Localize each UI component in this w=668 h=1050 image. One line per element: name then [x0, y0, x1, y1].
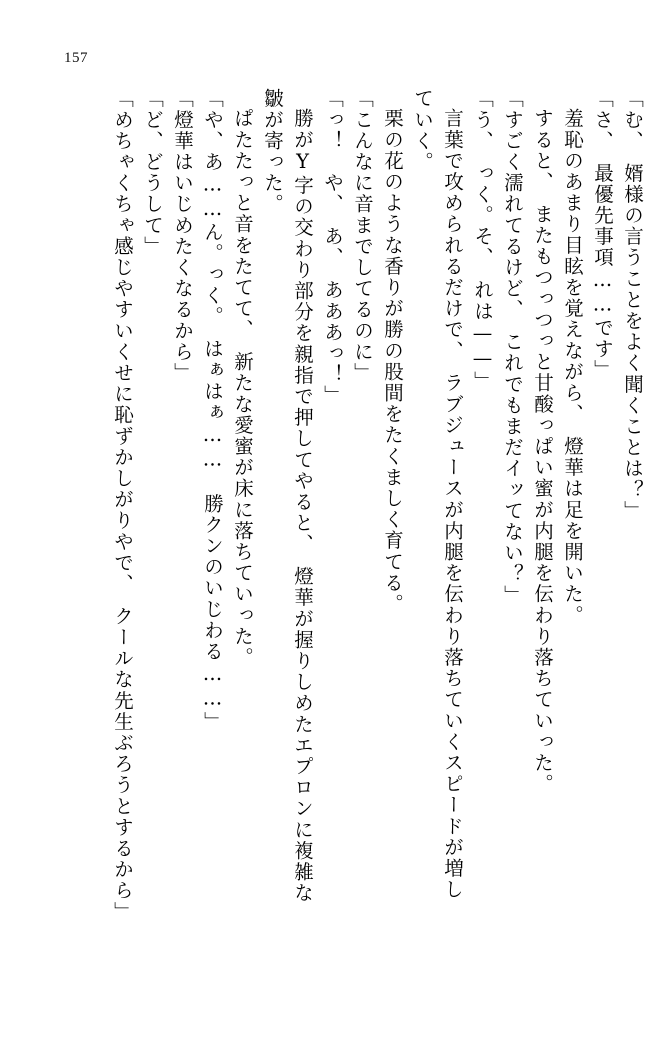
- text-line: 「すごく濡れてるけど、 これでもまだイッてない？」: [501, 88, 524, 606]
- text-line-with-ruby: 栗の花のような香りが勝の股間をたくましく育てる。: [381, 108, 404, 615]
- text-line: 「や、あ……ん。っく。 はぁはぁ…… 勝クンのいじわる……」: [201, 88, 224, 733]
- text-line: 言葉で攻められるだけで、 ラブジュースが内腿を伝わり落ちていくスピードが増し: [441, 108, 464, 901]
- text-line: すると、 またもつっつっと甘酸っぱい蜜が内腿を伝わり落ちていった。: [531, 108, 554, 795]
- text-line: 羞恥のあまり目眩を覚えながら、 燈華は足を開いた。: [561, 108, 584, 626]
- text-line: 勝がY字の交わり部分を親指で押してやると、 燈華が握りしめたエプロンに複雑な: [291, 108, 314, 904]
- text-line: 「っ！ や、 あ、 あああっ！」: [321, 88, 344, 407]
- text-line: 「う、 っく。そ、 れは——」: [471, 88, 494, 392]
- text-line: 「燈華はいじめたくなるから」: [171, 88, 194, 384]
- text-line: 「こんなに音までしてるのに」: [351, 88, 374, 384]
- vertical-text-body: [42, 88, 642, 1018]
- text-line: ぱたたっと音をたてて、 新たな愛蜜が床に落ちていった。: [231, 108, 254, 668]
- text-line: 「む、 婿様の言うことをよく聞くことは？」: [621, 88, 644, 522]
- text-line: 「めちゃくちゃ感じやすいくせに恥ずかしがりやで、 クールな先生ぶろうとするから」: [111, 88, 134, 923]
- page-number: 157: [64, 50, 88, 66]
- text-line: 「さ、 最優先事項……です」: [591, 88, 614, 381]
- text-line: 「ど、どうして」: [141, 88, 164, 257]
- text-line: ていく。: [411, 88, 434, 173]
- text-line: 皺が寄った。: [261, 88, 284, 215]
